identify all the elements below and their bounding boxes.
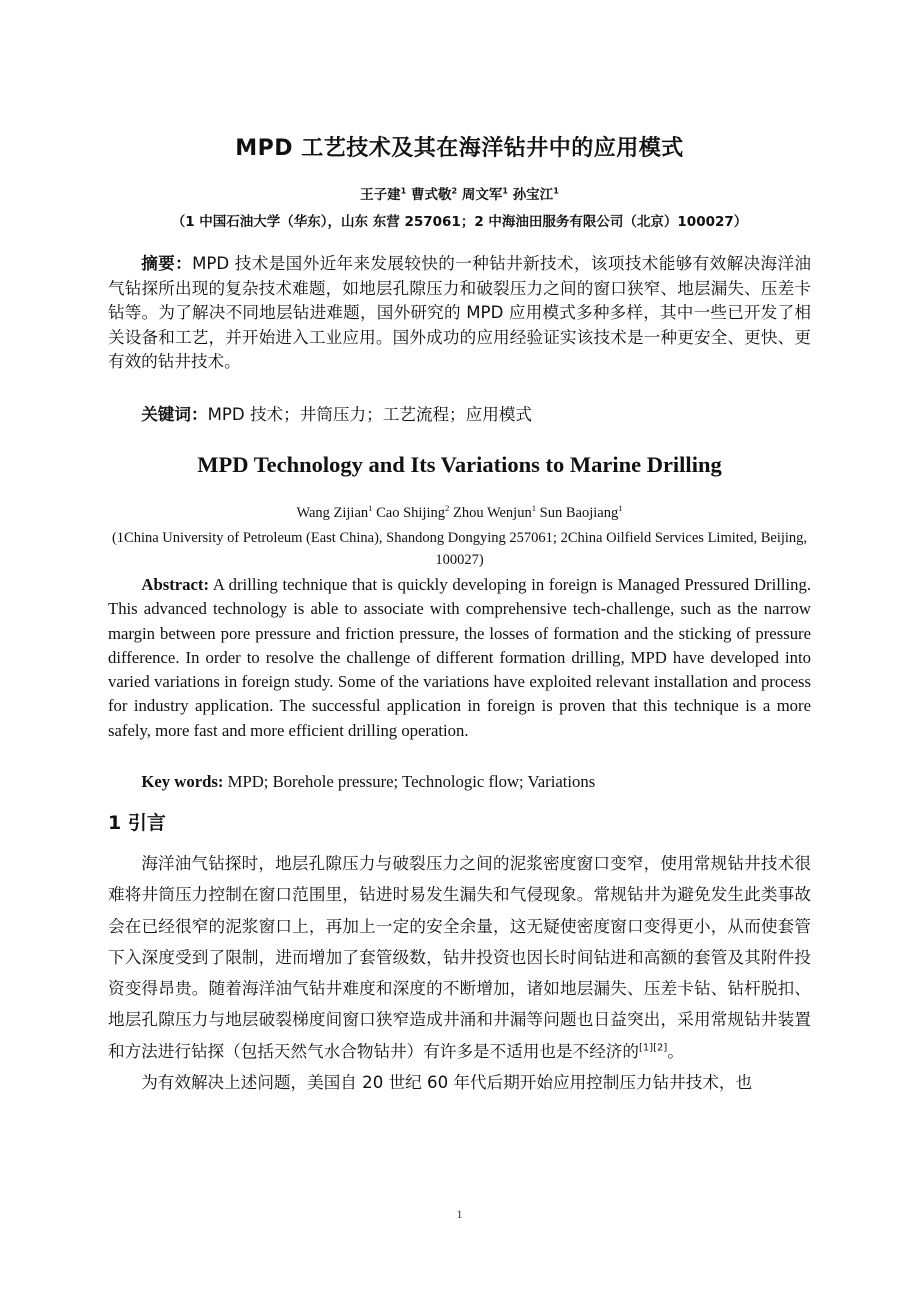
chinese-affiliation: （1 中国石油大学（华东），山东 东营 257061；2 中海油田服务有限公司（北京）100027） [171, 214, 748, 230]
chinese-abstract-text: MPD 技术是国外近年来发展较快的一种钻井新技术，该项技术能够有效解决海洋油气钻探所出现的复杂技术难题，如地层孔隙压力和破裂压力之间的窗口狭窄、地层漏失、压差卡钻等。为了解决不同地层钻进难题，国外研究的 MPD 应用模式多种多样，其中一些已开发了相关设备和工艺，并开始进入工业应用。国外成功的应用经验证实该技术是一种更安全、更快、更有效的钻井技术。 [108, 254, 812, 371]
section-heading-introduction: 1 引言 [108, 812, 166, 834]
author-name: Wang Zijian [296, 505, 369, 521]
english-keywords [108, 770, 811, 794]
body-paragraph [108, 1067, 811, 1098]
paragraph-text: 为有效解决上述问题，美国自 20 世纪 60 年代后期开始应用控制压力钻井技术，也 [141, 1073, 753, 1093]
author-affiliation-mark: 1 [531, 503, 537, 514]
paragraph-text: 海洋油气钻探时，地层孔隙压力与破裂压力之间的泥浆密度窗口变窄，使用常规钻井技术很难将井筒压力控制在窗口范围里，钻进时易发生漏失和气侵现象。常规钻井为避免发生此类事故会在已经很窄的泥浆窗口上，再加上一定的安全余量，这无疑使密度窗口变得更小，从而使套管下入深度受到了限制，进而增加了套管级数，钻井投资也因长时间钻进和高额的套管及其附件投资变得昂贵。随着海洋油气钻井难度和深度的不断增加，诸如地层漏失、压差卡钻、钻杆脱扣、地层孔隙压力与地层破裂梯度间窗口狭窄造成井涌和井漏等问题也日益突出，采用常规钻井装置和方法进行钻探（包括天然气水合物钻井）有许多是不适用也是不经济的 [108, 854, 811, 1061]
english-keywords-text: MPD; Borehole pressure; Technologic flow; Variations [223, 772, 596, 791]
chinese-title: MPD 工艺技术及其在海洋钻井中的应用模式 [235, 136, 684, 161]
chinese-abstract [108, 252, 811, 375]
author-affiliation-mark: 1 [368, 503, 373, 514]
chinese-keywords-label: 关键词： [141, 405, 208, 424]
citation-reference[interactable]: [1][2] [639, 1042, 668, 1054]
author-name: 曹式敬 [411, 187, 452, 203]
author-name: 王子建 [360, 187, 401, 203]
introduction-body [108, 848, 811, 1098]
author-affiliation-mark: 2 [445, 503, 450, 514]
english-authors [108, 505, 811, 522]
chinese-keywords [108, 403, 811, 427]
english-title: MPD Technology and Its Variations to Marine Drilling [197, 452, 722, 477]
chinese-authors [108, 183, 811, 203]
author-affiliation-mark: 1 [400, 185, 407, 196]
chinese-abstract-label: 摘要： [141, 254, 193, 273]
paragraph-end: 。 [667, 1041, 684, 1061]
english-keywords-label: Key words: [141, 772, 224, 791]
body-paragraph [108, 848, 811, 1067]
english-abstract-label: Abstract: [141, 575, 210, 594]
author-name: Sun Baojiang [539, 505, 619, 521]
author-name: 孙宝江 [512, 187, 554, 203]
author-affiliation-mark: 1 [553, 185, 559, 196]
author-name: Zhou Wenjun [452, 505, 532, 521]
english-affiliation: (1China University of Petroleum (East China), Shandong Dongying 257061; 2China Oilfield Services Limited, Beijing, 100027) [111, 530, 808, 568]
english-abstract-text: A drilling technique that is quickly developing in foreign is Managed Pressured Drilling. This advanced technology is able to associate with comprehensive tech-challenge, such as the narrow margin between pore pressure and friction pressure, the losses of formation and the sticking of pressure difference. In order to resolve the challenge of different formation drilling, MPD have developed into varied variations in foreign study. Some of the variations have exploited relevant installation and process for industry application. The successful application in foreign is proven that this technique is a more safely, more fast and more efficient drilling operation. [108, 575, 811, 740]
author-name: 周文军 [461, 187, 503, 203]
english-abstract [108, 573, 811, 743]
author-name: Cao Shijing [376, 505, 446, 521]
chinese-keywords-text: MPD 技术；井筒压力；工艺流程；应用模式 [207, 405, 533, 424]
page-number: 1 [456, 1207, 463, 1221]
author-affiliation-mark: 1 [502, 185, 508, 196]
author-affiliation-mark: 1 [618, 503, 623, 514]
author-affiliation-mark: 2 [451, 185, 458, 196]
